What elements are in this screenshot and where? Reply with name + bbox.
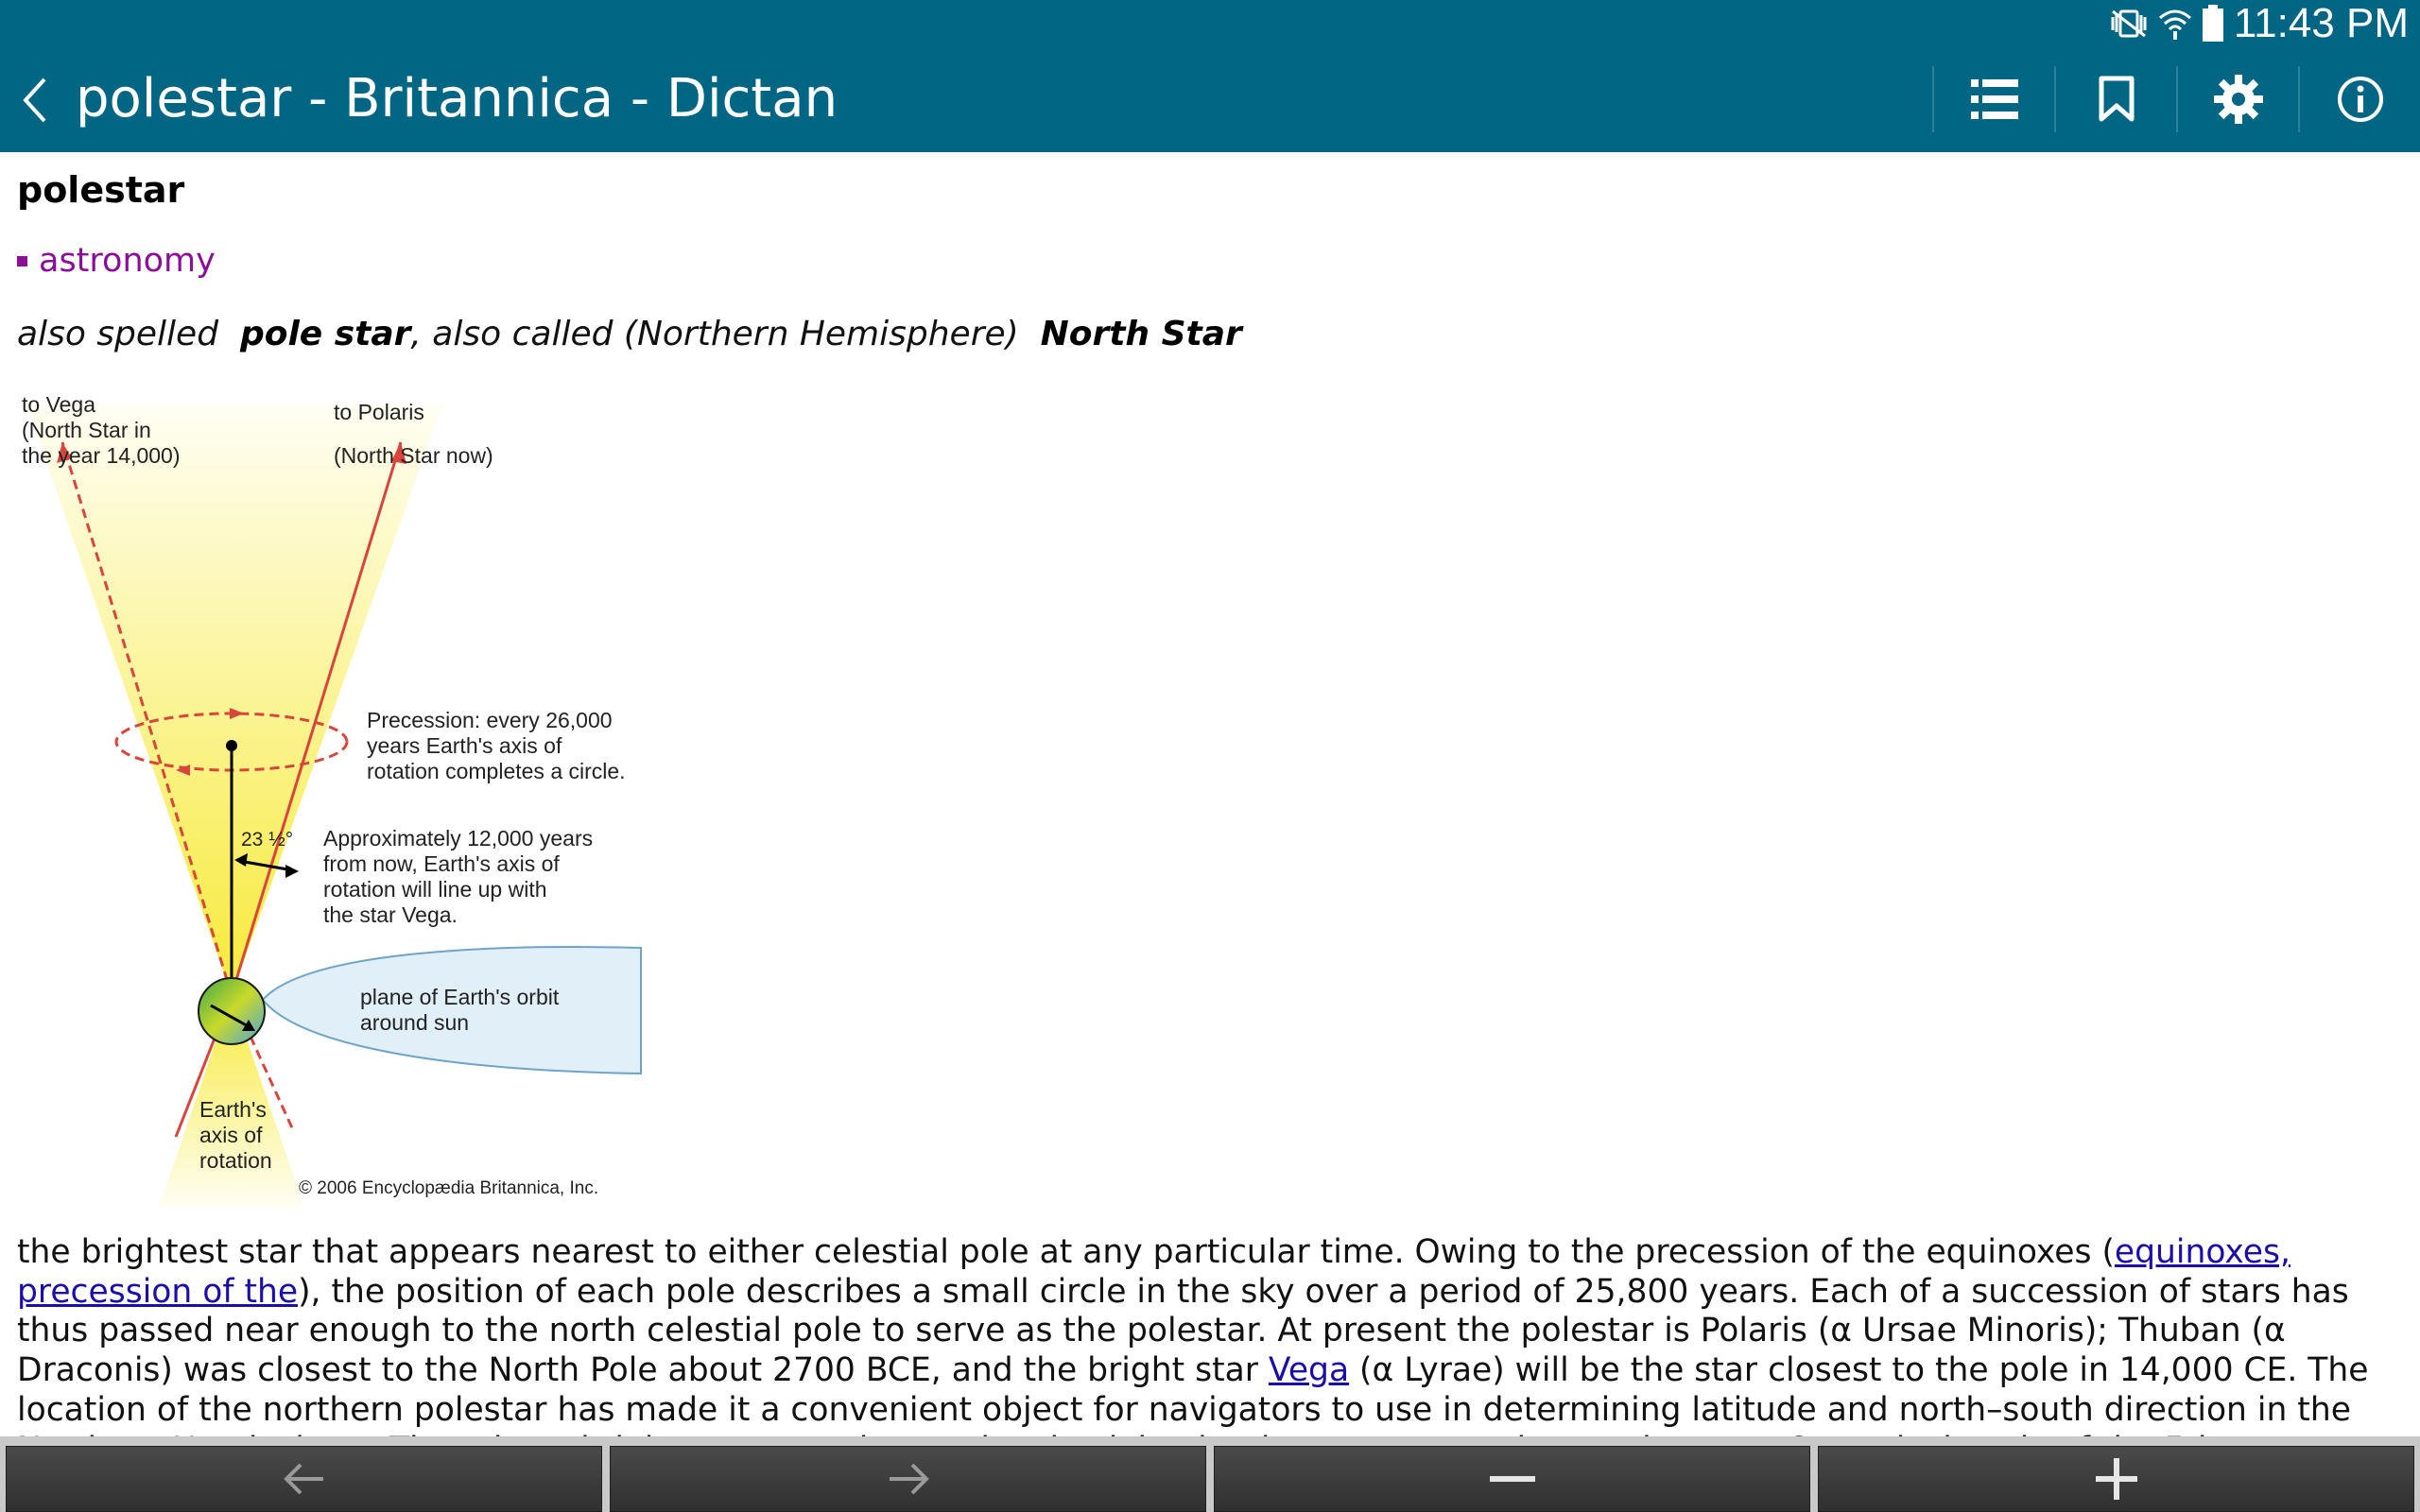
page-title: polestar - Britannica - Dictan: [76, 68, 838, 129]
figure-copyright: © 2006 Encyclopædia Britannica, Inc.: [299, 1178, 599, 1198]
to-polaris-label-2: (North Star now): [334, 443, 493, 468]
precession-label-2: years Earth's axis of: [367, 733, 562, 758]
bookmark-icon: [2098, 76, 2135, 123]
orbit-plane-label-2: around sun: [360, 1010, 470, 1035]
back-button[interactable]: [13, 72, 55, 129]
zoom-out-button[interactable]: [1214, 1446, 1810, 1512]
list-button[interactable]: [1932, 66, 2054, 132]
earth-axis-label-3: rotation: [199, 1148, 272, 1173]
precession-label-3: rotation completes a circle.: [367, 759, 626, 783]
to-polaris-label-1: to Polaris: [334, 400, 424, 424]
zoom-in-icon: [2096, 1458, 2137, 1500]
category-link[interactable]: [17, 242, 216, 280]
app-bar: [0, 0, 2420, 152]
wifi-icon: [2158, 7, 2192, 41]
category-label: astronomy: [39, 242, 216, 280]
category-bullet: [17, 256, 27, 266]
info-icon: [2336, 75, 2385, 124]
to-vega-label-1: to Vega: [22, 392, 96, 417]
earth-axis-label-2: axis of: [199, 1123, 263, 1147]
definition-text-1: the brightest star that appears nearest to either celestial pole at any particular time. Owing to the precession of the equinoxes (: [17, 1233, 2115, 1271]
status-time: 11:43 PM: [2233, 0, 2409, 46]
to-vega-label-3: the year 14,000): [22, 443, 181, 468]
zoom-in-button[interactable]: [1818, 1446, 2414, 1512]
angle-arrowhead-right: [285, 865, 299, 878]
precession-diagram: [17, 386, 660, 1208]
equinoxes-link[interactable]: equinoxes, precession of the: [17, 1233, 2290, 1311]
gear-icon: [2214, 75, 2263, 124]
earth-axis-label-1: Earth's: [199, 1097, 267, 1122]
bookmark-button[interactable]: [2054, 66, 2176, 132]
status-bar: [2109, 0, 2409, 47]
approx-label-1: Approximately 12,000 years: [323, 826, 594, 850]
headword: polestar: [17, 169, 185, 211]
vega-link[interactable]: Vega: [1268, 1351, 1350, 1390]
also-called-label: , also called (Northern Hemisphere): [410, 315, 1019, 353]
angle-label: 23 ½°: [241, 829, 294, 850]
celestial-pole-dot: [226, 740, 237, 751]
also-spelled-label: also spelled: [17, 315, 219, 353]
north-star-variant: North Star: [1040, 315, 1242, 353]
chevron-left-icon: [20, 76, 48, 125]
vibrate-mute-icon: [2109, 8, 2149, 40]
settings-button[interactable]: [2176, 66, 2298, 132]
approx-label-2: from now, Earth's axis of: [323, 851, 560, 876]
orbit-plane-label-1: plane of Earth's orbit: [360, 985, 560, 1009]
bottom-toolbar: [0, 1436, 2420, 1512]
history-forward-button[interactable]: [610, 1446, 1206, 1512]
approx-label-4: the star Vega.: [323, 902, 458, 927]
definition-text-3: (α Lyrae) will be the star closest to the pole in 14,000 CE. The location of the northern polestar has made it a convenient object for navigators to use in determining latitude and north–south direction in the: [17, 1351, 2369, 1429]
battery-icon: [2202, 5, 2224, 43]
info-button[interactable]: [2298, 66, 2420, 132]
definition-text-2: ), the position of each pole describes a small circle in the sky over a period of 25,800 years. Each of a succession of stars has thus passed near enough to the north celestial pole to serve as the polestar. At present the polestar is Polaris (α Ursae Minoris); Thuban (α Draconis) was closest to the North Pole about 2700 BCE, and the bright star: [17, 1272, 2349, 1390]
to-vega-label-2: (North Star in: [22, 418, 151, 442]
precession-label-1: Precession: every 26,000: [367, 708, 613, 732]
back-arrow-icon: [284, 1462, 325, 1496]
approx-label-3: rotation will line up with: [323, 877, 547, 902]
history-back-button[interactable]: [6, 1446, 602, 1512]
pole-star-variant: pole star: [239, 315, 411, 353]
toolbar-actions: [1932, 66, 2420, 132]
list-icon: [1971, 79, 2018, 119]
earth-globe: [199, 978, 265, 1044]
forward-arrow-icon: [888, 1462, 929, 1496]
alternate-names: [17, 315, 1242, 353]
zoom-out-icon: [1490, 1474, 1535, 1484]
